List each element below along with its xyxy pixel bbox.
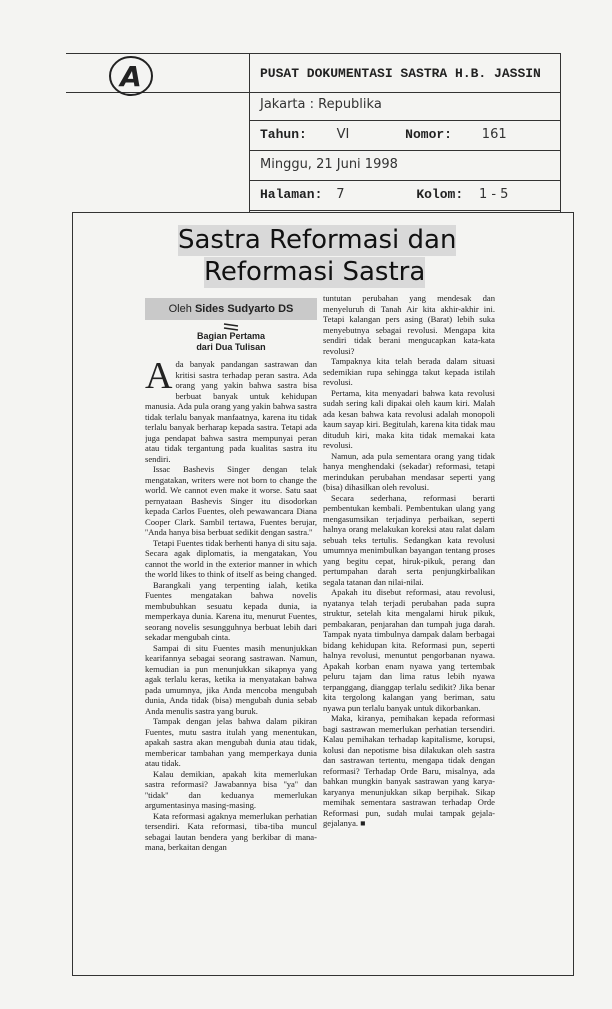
stamp-halaman-kolom-cell [250, 181, 560, 211]
paragraph: Tetapi Fuentes tidak berhenti hanya di situ saja. Secara agak diplomatis, ia mengatakan, You cannot the world in the exterior manner in which the world likes to think of itself as being changed. [145, 537, 317, 579]
logo-letter: A [120, 60, 142, 93]
paragraph: Tampak dengan jelas bahwa dalam pikiran Fuentes, mutu sastra itulah yang menentukan, apakah sastra akan mengubah dunia atau tidak, membericar tambahan yang memperkaya dunia atau tidak. [145, 716, 317, 768]
article-column-2 [323, 293, 495, 949]
nomor-value: 161 [481, 127, 507, 142]
article-column-1 [145, 359, 317, 949]
stamp-date-cell [250, 151, 560, 181]
series-of: dari Dua Tulisan [196, 342, 266, 352]
halaman-value: 7 [336, 187, 345, 202]
newspaper-clipping [140, 225, 495, 950]
date-text: Minggu, 21 Juni 1998 [260, 157, 398, 172]
paragraph: Maka, kiranya, pemihakan kepada reformasi bagi sastrawan memerlukan perhatian tersendiri. Kalau pemihakan terhadap kapitalisme, korupsi, kolusi dan nepotisme bisa dilakukan oleh sastra dan sastrawan tertentu, mengapa tidak dengan reformasi? Terhadap Orde Baru, misalnya, ada bahkan mungkin banyak sastrawan yang karya-karyanya menunjukkan sikap berpihak. Sikap memihak sementara sastrawan terhadap Orde Reformasi pun, sudah mulai tampak gejala-gejalanya. ■ [323, 713, 495, 828]
stamp-right-border [560, 53, 561, 213]
separator-mark [221, 321, 241, 331]
stamp-tahun-nomor-cell [250, 121, 560, 151]
kolom-value: 1 - 5 [478, 187, 509, 202]
paragraph: Tampaknya kita telah berada dalam situasi sedemikian rupa sehingga takut kepada istilah revolusi. [323, 356, 495, 387]
byline [145, 298, 317, 320]
paragraph: Apakah itu disebut reformasi, atau revolusi, nyatanya telah terjadi perubahan pada supra struktur, setelah kita mengalami hiruk pikuk, pembakaran, penjarahan dan tumpah juga darah. Tampak nyata timbulnya dampak dalam berbagai bidang kehidupan kita. Reformasi pun, seperti halnya revolusi, menuntut pengorbanan nyawa. Apakah korban enam nyawa yang tertembak peluru tajam dan lima ratus lebih nyawa terpanggang, dianggap terlalu sedikit? Jika benar kita tergolong kalangan yang beriman, satu nyawa pun terlalu banyak untuk dikorbankan. [323, 587, 495, 713]
kolom-label: Kolom: [416, 187, 464, 202]
tahun-value: VI [336, 127, 350, 142]
article-title-line1: Sastra Reformasi dan [178, 225, 457, 255]
paragraph: Kalau demikian, apakah kita memerlukan sastra reformasi? Jawabannya bisa ''ya'' dan ''tidak'' dan keduanya memerlukan argumentasinya masing-masing. [145, 768, 317, 810]
series-note [145, 331, 317, 353]
tahun-label: Tahun: [260, 127, 307, 142]
paragraph: Issac Bashevis Singer dengan telak mengatakan, writers were not born to change the world. We cannot even make it worse. Satu saat pernyataan Bashevis Singer itu disodorkan kepada Carlos Fuentes, oleh pewawancara Diana Cooper Clark. Sambil tertawa, Fuentes berujar, ''Anda hanya bisa berbuat sedikit dengan sastra.'' [145, 464, 317, 537]
paragraph: tuntutan perubahan yang mendesak dan menyeluruh di Tanah Air kita akhir-akhir ini. Tetapi kalangan pers asing (Barat) lebih suka menyebutnya sebagai revolusi. Mengapa kita sendiri tidak berani mengucapkan kata-kata revolusi? [323, 293, 495, 356]
nomor-label: Nomor: [405, 127, 452, 142]
paragraph: Kata reformasi agaknya memerlukan perhatian tersendiri. Kata reformasi, tiba-tiba muncul sebagai lautan bendera yang berkibar di mana-mana, berkaitan dengan [145, 810, 317, 852]
paragraph: Pertama, kita menyadari bahwa kata revolusi sudah sering kali dipakai oleh kaum kiri. Malah ada kesan bahwa kata revolusi adalah monopoli kaum sayap kiri. Begitulah, karena kita tidak mau dituduh kiri, maka kita tidak memakai kata revolusi. [323, 387, 495, 450]
stamp-source-cell [250, 91, 560, 121]
paragraph: Barangkali yang terpenting ialah, ketika Fuentes mengatakan bahwa novelis membubuhkan sesuatu kepada dunia, ia memperkaya dunia. Karena itu, menurut Fuentes, seorang novelis sesungguhnya berbuat lebih dari sekadar mengubah cinta. [145, 579, 317, 642]
source-text: Jakarta : Republika [260, 97, 382, 112]
drop-cap: A [145, 359, 173, 397]
paragraph: Secara sederhana, reformasi berarti pembentukan kembali. Pembentukan ulang yang mengasumsikan terjadinya perbaikan, seperti halnya orang melakukan koreksi atau ralat dalam sebuah teks tertulis. Sedangkan kata revolusi umumnya menimbulkan bayangan tentang proses yang begitu cepat, hiruk-pikuk, perang dan pertumpahan darah serta penjungkirbalikan segala tatanan dan nilai-nilai. [323, 492, 495, 587]
article-title-line2: Reformasi Sastra [204, 257, 426, 287]
author-name: Sides Sudyarto DS [194, 303, 294, 315]
paragraph: Namun, ada pula sementara orang yang tidak hanya menghendaki (sekadar) reformasi, tetapi merindukan perubahan mendasar seperti yang (bisa) dihasilkan oleh revolusi. [323, 450, 495, 492]
byline-prefix: Oleh [168, 303, 192, 315]
halaman-label: Halaman: [260, 187, 323, 202]
pds-logo [106, 53, 156, 99]
institution-name: PUSAT DOKUMENTASI SASTRA H.B. JASSIN [260, 66, 541, 81]
paragraph: Sampai di situ Fuentes masih menunjukkan kearifannya sebagai seorang sastrawan. Namun, kemudian ia pun menunjukkan sikapnya yang agak terlalu keras, ketika ia menyatakan bahwa pada umumnya, jika Anda mencoba mengubah dunia, Anda tidak (bisa) mengubah dunia sebab Anda menulis sastra yang buruk. [145, 642, 317, 716]
series-part: Bagian Pertama [196, 331, 266, 341]
stamp-institution-cell [250, 58, 560, 90]
paragraph: Ada banyak pandangan sastrawan dan kritisi sastra terhadap peran sastra. Ada orang yang yakin bahwa sastra bisa berbuat banyak untuk kehidupan manusia. Ada pula orang yang yakin bahwa sastra tidak terlalu banyak manfaatnya, karena itu tidak terlalu banyak berharap kepada sastra. Tetapi ada juga pendapat bahwa sastra mempunyai peran atau tidak tergantung pada kualitas sastra itu sendiri. [145, 359, 317, 464]
